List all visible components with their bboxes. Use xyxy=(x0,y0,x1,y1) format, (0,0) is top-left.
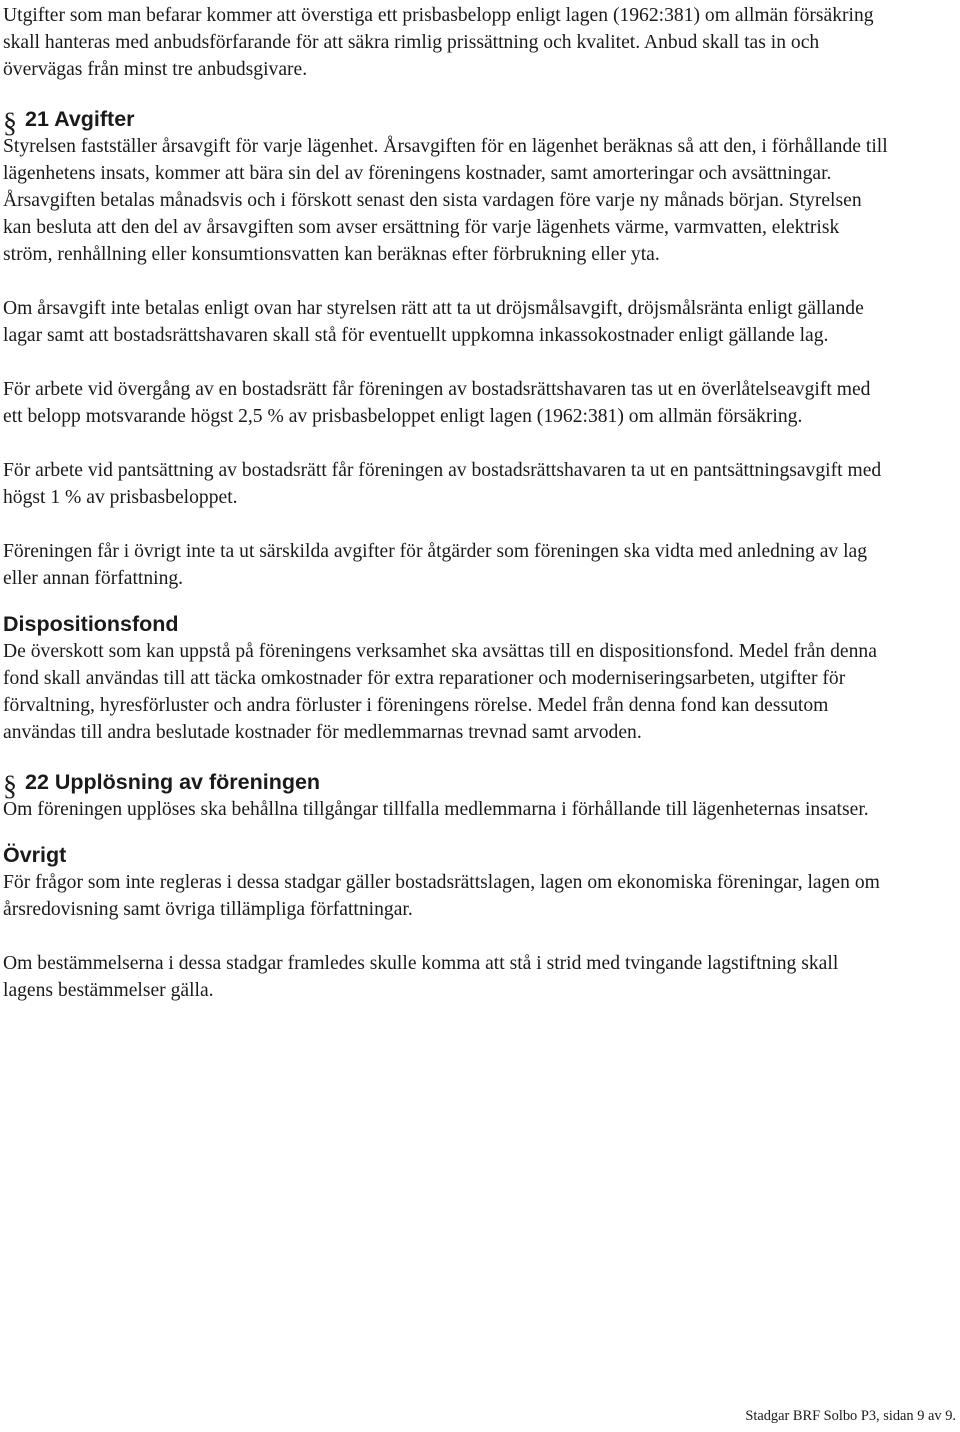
section-21-paragraph-1: Styrelsen fastställer årsavgift för varje lägenhet. Årsavgiften för en lägenhet beräknas så att den, i förhållande till lägenhetens insats, kommer att bära sin del av föreningens kostnader, samt amorteringar och avsättningar. Årsavgiften betalas månadsvis och i förskott senast den sista vardagen före varje ny månads början. Styrelsen kan besluta att den del av årsavgiften som avser ersättning för varje lägenhets värme, varmvatten, elektrisk ström, renhållning eller konsumtionsvatten kan beräknas efter förbrukning eller yta. xyxy=(3,136,888,265)
ovrigt-paragraph-2: Om bestämmelserna i dessa stadgar framledes skulle komma att stå i strid med tvingande lagstiftning skall lagens bestämmelser gälla. xyxy=(3,953,839,1001)
section-21-paragraph-5: Föreningen får i övrigt inte ta ut särskilda avgifter för åtgärder som föreningen ska vidta med anledning av lag eller annan författning. xyxy=(3,541,868,589)
ovrigt-heading xyxy=(3,837,890,869)
section-21-paragraph-4: För arbete vid pantsättning av bostadsrätt får föreningen av bostadsrättshavaren ta ut en pantsättningsavgift med högst 1 % av prisbasbeloppet. xyxy=(3,460,882,508)
section-symbol: § xyxy=(3,108,17,139)
section-22-title: 22 Upplösning av föreningen xyxy=(25,770,321,794)
dispositionsfond-title: Dispositionsfond xyxy=(3,612,179,636)
section-21-paragraph-2: Om årsavgift inte betalas enligt ovan har styrelsen rätt att ta ut dröjsmålsavgift, dröjsmålsränta enligt gällande lagar samt att bostadsrättshavaren skall stå för eventuellt uppkomna inkassokostnader enligt gällande lag. xyxy=(3,298,864,346)
section-21-heading xyxy=(3,93,890,139)
dispositionsfond-paragraph: De överskott som kan uppstå på föreningens verksamhet ska avsättas till en dispositionsfond. Medel från denna fond skall användas till att täcka omkostnader för extra reparationer och moderniseringsarbeten, utgifter för förvaltning, hyresförluster och andra förluster i föreningens rörelse. Medel från denna fond kan dessutom användas till andra beslutade kostnader för medlemmarnas trevnad samt arvoden. xyxy=(3,641,877,743)
ovrigt-title: Övrigt xyxy=(3,843,67,867)
page-footer: Stadgar BRF Solbo P3, sidan 9 av 9. xyxy=(745,1408,956,1424)
ovrigt-paragraph-1: För frågor som inte regleras i dessa stadgar gäller bostadsrättslagen, lagen om ekonomiska föreningar, lagen om årsredovisning samt övriga tillämpliga författningar. xyxy=(3,872,880,920)
section-21-title: 21 Avgifter xyxy=(25,107,135,131)
intro-paragraph: Utgifter som man befarar kommer att överstiga ett prisbasbelopp enligt lagen (1962:381) om allmän försäkring skall hanteras med anbudsförfarande för att säkra rimlig prissättning och kvalitet. Anbud skall tas in och övervägas från minst tre anbudsgivare. xyxy=(3,5,874,80)
section-21-paragraph-3: För arbete vid övergång av en bostadsrätt får föreningen av bostadsrättshavaren tas ut en överlåtelseavgift med ett belopp motsvarande högst 2,5 % av prisbasbeloppet enligt lagen (1962:381) om allmän försäkring. xyxy=(3,379,871,427)
dispositionsfond-heading xyxy=(3,606,890,638)
section-22-paragraph: Om föreningen upplöses ska behållna tillgångar tillfalla medlemmarna i förhållande till lägenheternas insatser. xyxy=(3,799,869,820)
section-symbol: § xyxy=(3,771,17,802)
section-22-heading xyxy=(3,756,890,802)
